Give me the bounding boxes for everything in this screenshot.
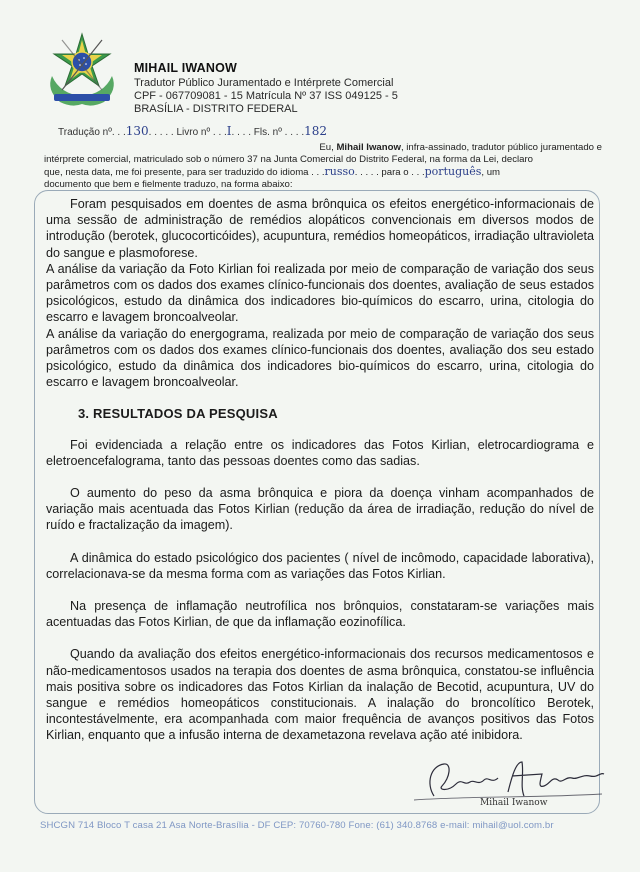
paragraph: O aumento do peso da asma brônquica e piora da doença vinham acompanhados de variação mais acentuada das Fotos Kirlian (redução da área de irradiação, redução do nível de ruído e fractalização da imagem). [46,486,594,533]
translator-registration: CPF - 067709081 - 15 Matrícula Nº 37 ISS 049125 - 5 [134,90,398,102]
letterhead [134,62,398,116]
declaration-text: . . . . . para o . . . [354,167,425,178]
paragraph: Na presença de inflamação neutrofílica nos brônquios, constataram-se variações mais acentuadas das Fotos Kirlian, de que da inflamação eozinofílica. [46,599,594,630]
source-language: russo [324,165,355,178]
target-language: português [424,165,482,178]
paragraph: Foram pesquisados em doentes de asma brônquica os efeitos energético-informacionais de uma sessão de administração de remédios alopáticos convencionais em diversos modos de introdução (berotek, glucocorticóides), acupuntura, remédios homeopáticos, irradiação ultravioleta do sangue e plasmoforese. [46,197,594,260]
book-number: I [226,124,232,138]
declaration-name: Mihail Iwanow [336,142,401,153]
book-number-label: . . . . . Livro nº . . . [148,127,227,138]
letterhead-footer: SHCGN 714 Bloco T casa 21 Asa Norte-Brasília - DF CEP: 70760-780 Fone: (61) 340.8768 e-mail: mihail@uol.com.br [40,820,554,831]
declaration-text: intérprete comercial, matriculado sob o número 37 na Junta Comercial do Distrito Federal, na forma da Lei, declaro [44,154,533,165]
declaration-text: , um [481,167,501,178]
translator-city: BRASÍLIA - DISTRITO FEDERAL [134,103,298,115]
paragraph: A dinâmica do estado psicológico dos pacientes ( nível de incômodo, capacidade laborativa), correlacionava-se da mesma forma com as variações das Fotos Kirlian. [46,550,594,581]
declaration-text: documento que bem e fielmente traduzo, na forma abaixo: [44,179,293,190]
translator-name: MIHAIL IWANOW [134,61,238,75]
brazil-coat-of-arms-icon [42,30,122,110]
declaration-text: , infra-assinado, tradutor público juramentado e [400,142,602,153]
translator-declaration [44,142,602,191]
signature-name: Mihail Iwanow [480,798,548,808]
translation-number-label: Tradução nº. . . [58,127,126,138]
sheet-number: 182 [304,124,328,138]
paragraph: Quando da avaliação dos efeitos energético-informacionais dos recursos medicamentosos e não-medicamentosos usados na terapia dos doentes de asma brônquica, constatou-se influência mais positiva sobre os indicadores das Fotos Kirlian da inalação de Becotid, acupuntura, UV do sangue e remédios homeopáticos constitucionais. A inalação do broncolítico Berotek, incontestávelmente, era acompanhada com maior frequência de avanços positivos das Fotos Kirlian, enquanto que a infusão interna de dexametazona revelava ação até inibidora. [46,647,594,743]
translated-content [46,196,594,744]
sheet-number-label: . . . . Fls. nº . . . . [231,127,305,138]
paragraph: A análise da variação da Foto Kirlian foi realizada por meio de comparação de variação dos seus parâmetros com os dados dos exames clínico-funcionais dos doentes, avaliação de seus estados psicológicos, estudo da dinâmica dos indicadores bio-químicos do escarro, urina, citologia do escarro e lavagem broncoalveolar. [46,261,594,325]
translation-number: 130 [125,124,149,138]
paragraph: Foi evidenciada a relação entre os indicadores das Fotos Kirlian, eletrocardiograma e eletroencefalograma, tanto das pessoas doentes como das sadias. [46,437,594,468]
paragraph: A análise da variação do energograma, realizada por meio de comparação de variação dos seus parâmetros com os dados dos exames clínico-funcionais dos doentes, avaliação dos seu estado psicológico, estudo da dinâmica dos indicadores bio-químicos do escarro, urina, citologia do escarro e lavagem broncoalveolar. [46,326,594,390]
translation-reference [58,124,327,138]
translator-title: Tradutor Público Juramentado e Intérprete Comercial [134,77,394,89]
section-heading: 3. RESULTADOS DA PESQUISA [78,406,278,422]
declaration-text: que, nesta data, me foi presente, para ser traduzido do idioma . . . [44,167,325,178]
declaration-text: Eu, [319,142,337,153]
